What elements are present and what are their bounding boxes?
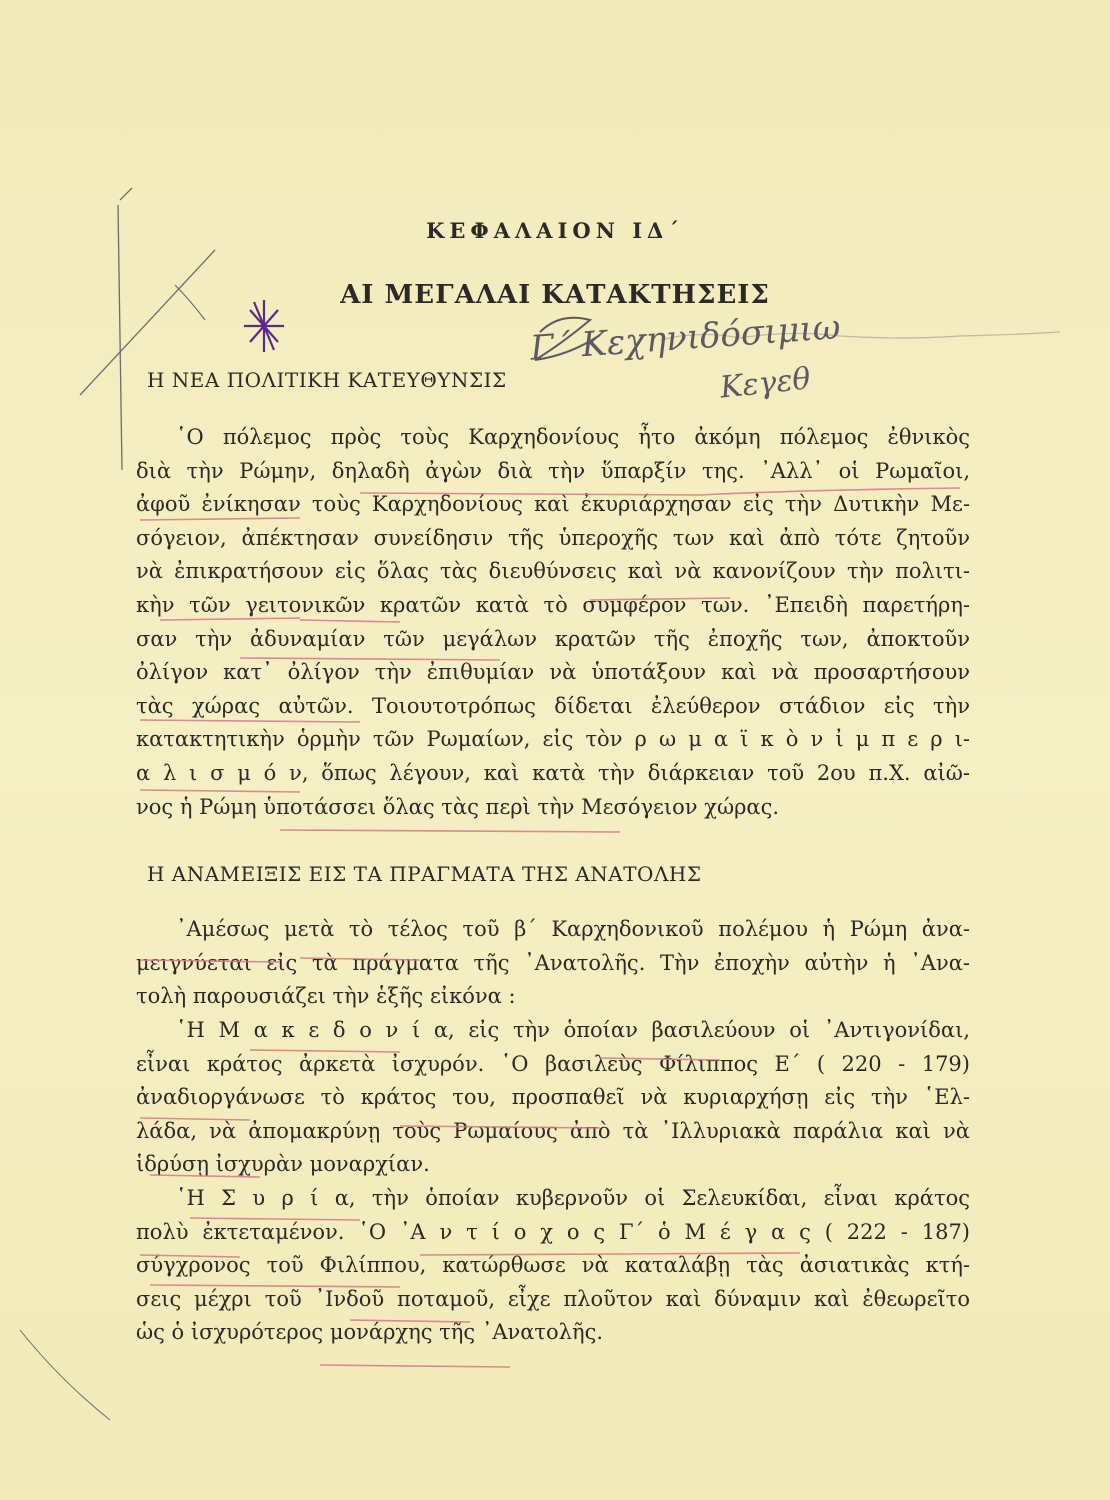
- underline-mark: [300, 958, 420, 960]
- text-line: σύγχρονος τοῦ Φιλίππου, κατώρθωσε νὰ καταλάβῃ τὰς ἀσιατικὰς κτή-: [136, 1253, 970, 1278]
- underline-mark: [140, 1118, 250, 1120]
- underline-mark: [350, 1320, 470, 1322]
- underline-mark: [360, 488, 960, 495]
- text-line: ῾Η Σ υ ρ ί α, τὴν ὁποίαν κυβερνοῦν οἱ Σελευκίδαι, εἶναι κράτος: [176, 1186, 970, 1210]
- text-line: σόγειον, ἀπέκτησαν συνείδησιν τῆς ὑπεροχῆς των καὶ ἀπὸ τότε ζητοῦν: [136, 525, 970, 550]
- handwriting-stroke: [660, 332, 1060, 340]
- text-line: διὰ τὴν Ρώμην, δηλαδὴ ἀγὼν διὰ τὴν ὕπαρξίν της. ᾿Αλλ᾿ οἱ Ρωμαῖοι,: [136, 458, 970, 483]
- text-line: πολὺ ἐκτεταμένον. ῾Ο ᾿Α ν τ ί ο χ ο ς Γ΄ ὁ Μ έ γ α ς ( 222 - 187): [136, 1219, 970, 1244]
- underline-mark: [140, 960, 280, 962]
- text-line: εἶναι κράτος ἀρκετὰ ἰσχυρόν. ῾Ο βασιλεὺς Φίλιππος Ε΄ ( 220 - 179): [136, 1051, 970, 1076]
- text-line: ῾Η Μ α κ ε δ ο ν ί α, εἰς τὴν ὁποίαν βασιλεύουν οἱ ᾿Αντιγονίδαι,: [176, 1018, 970, 1042]
- underline-mark: [140, 720, 360, 722]
- text-line: ἀναδιοργάνωσε τὸ κράτος του, προσπαθεῖ νὰ κυριαρχήσῃ εἰς τὴν ῾Ελ-: [136, 1085, 970, 1110]
- text-line: τὰς χώρας αὐτῶν. Τοιουτοτρόπως δίδεται ἐλεύθερον στάδιον εἰς τὴν: [136, 693, 970, 718]
- text-line: ἀφοῦ ἐνίκησαν τοὺς Καρχηδονίους καὶ ἐκυριάρχησαν εἰς τὴν Δυτικὴν Με-: [136, 492, 970, 517]
- underline-mark: [280, 830, 620, 832]
- text-line: σαν τὴν ἀδυναμίαν τῶν μεγάλων κρατῶν τῆς ἐποχῆς των, ἀποκτοῦν: [136, 626, 970, 651]
- text-line: κὴν τῶν γειτονικῶν κρατῶν κατὰ τὸ συμφέρον των. ᾿Επειδὴ παρετήρη-: [136, 592, 970, 617]
- pencil-slash-line: [80, 250, 215, 395]
- pencil-margin-line: [118, 188, 132, 470]
- underline-mark: [140, 518, 300, 520]
- underline-mark: [250, 1050, 400, 1052]
- text-line: κατακτητικὴν ὁρμὴν τῶν Ρωμαίων, εἰς τὸν ρ ω μ α ϊ κ ὸ ν ἰ μ π ε ρ ι-: [136, 727, 970, 752]
- handwritten-note-line2: Κεγεθ: [718, 361, 813, 406]
- underline-mark: [420, 1253, 800, 1255]
- chapter-title: ΑΙ ΜΕΓΑΛΑΙ ΚΑΤΑΚΤΗΣΕΙΣ: [340, 280, 770, 310]
- pencil-corner-line: [20, 1330, 110, 1420]
- underline-mark: [590, 598, 730, 600]
- underline-mark: [140, 790, 300, 792]
- section-heading-east-affairs: Η ΑΝΑΜΕΙΞΙΣ ΕΙΣ ΤΑ ΠΡΑΓΜΑΤΑ ΤΗΣ ΑΝΑΤΟΛΗΣ: [147, 862, 702, 886]
- underline-mark: [600, 1058, 720, 1060]
- star-annotation-icon: [244, 300, 284, 352]
- text-line: ᾿Αμέσως μετὰ τὸ τέλος τοῦ β΄ Καρχηδονικοῦ πολέμου ἡ Ρώμη ἀνα-: [176, 917, 970, 941]
- handwritten-note-line1: Γ΄ Κεχηνιδόσιμιω: [528, 307, 842, 369]
- text-line: ὀλίγον κατ᾿ ὀλίγον τὴν ἐπιθυμίαν νὰ ὑποτάξουν καὶ νὰ προσαρτήσουν: [136, 660, 970, 685]
- text-line: ἱδρύσῃ ἰσχυρὰν μοναρχίαν.: [136, 1152, 430, 1177]
- text-line: ὡς ὁ ἰσχυρότερος μονάρχης τῆς ᾿Ανατολῆς.: [136, 1320, 604, 1345]
- chapter-heading: ΚΕΦΑΛΑΙΟΝ ΙΔ΄: [426, 218, 684, 243]
- section-heading-new-policy: Η ΝΕΑ ΠΟΛΙΤΙΚΗ ΚΑΤΕΥΘΥΝΣΙΣ: [147, 368, 507, 392]
- text-line: μειγνύεται εἰς τὰ πράγματα τῆς ᾿Ανατολῆς. Τὴν ἐποχὴν αὐτὴν ἡ ᾿Ανα-: [136, 950, 970, 975]
- underline-mark: [240, 658, 500, 660]
- underline-mark: [150, 1175, 260, 1177]
- pencil-tick-mark: [175, 285, 205, 320]
- text-line: σεις μέχρι τοῦ ᾿Ινδοῦ ποταμοῦ, εἶχε πλοῦτον καὶ δύναμιν καὶ ἐθεωρεῖτο: [136, 1286, 970, 1311]
- handwriting-stroke: [535, 318, 600, 360]
- underline-mark: [400, 1126, 600, 1128]
- text-line: λάδα, νὰ ἀπομακρύνῃ τοὺς Ρωμαίους ἀπὸ τὰ ᾿Ιλλυριακὰ παράλια καὶ νὰ: [136, 1118, 970, 1143]
- underline-mark: [150, 1285, 400, 1287]
- underline-mark: [140, 1255, 240, 1257]
- red-underlines: [140, 488, 960, 1367]
- text-line: νὰ ἐπικρατήσουν εἰς ὅλας τὰς διευθύνσεις καὶ νὰ κανονίζουν τὴν πολιτι-: [136, 559, 970, 584]
- text-line: τολὴ παρουσιάζει τὴν ἑξῆς εἰκόνα :: [136, 984, 516, 1009]
- underline-mark: [190, 1218, 360, 1220]
- text-line: α λ ι σ μ ό ν, ὅπως λέγουν, καὶ κατὰ τὴν διάρκειαν τοῦ 2ου π.Χ. αἰῶ-: [136, 760, 970, 785]
- underline-mark: [160, 618, 300, 620]
- text-line: ῾Ο πόλεμος πρὸς τοὺς Καρχηδονίους ἦτο ἀκόμη πόλεμος ἐθνικὸς: [176, 425, 970, 449]
- underline-mark: [300, 620, 400, 622]
- text-line: νος ἡ Ρώμη ὑποτάσσει ὅλας τὰς περὶ τὴν Μεσόγειον χώρας.: [136, 794, 780, 819]
- underline-mark: [320, 1365, 510, 1367]
